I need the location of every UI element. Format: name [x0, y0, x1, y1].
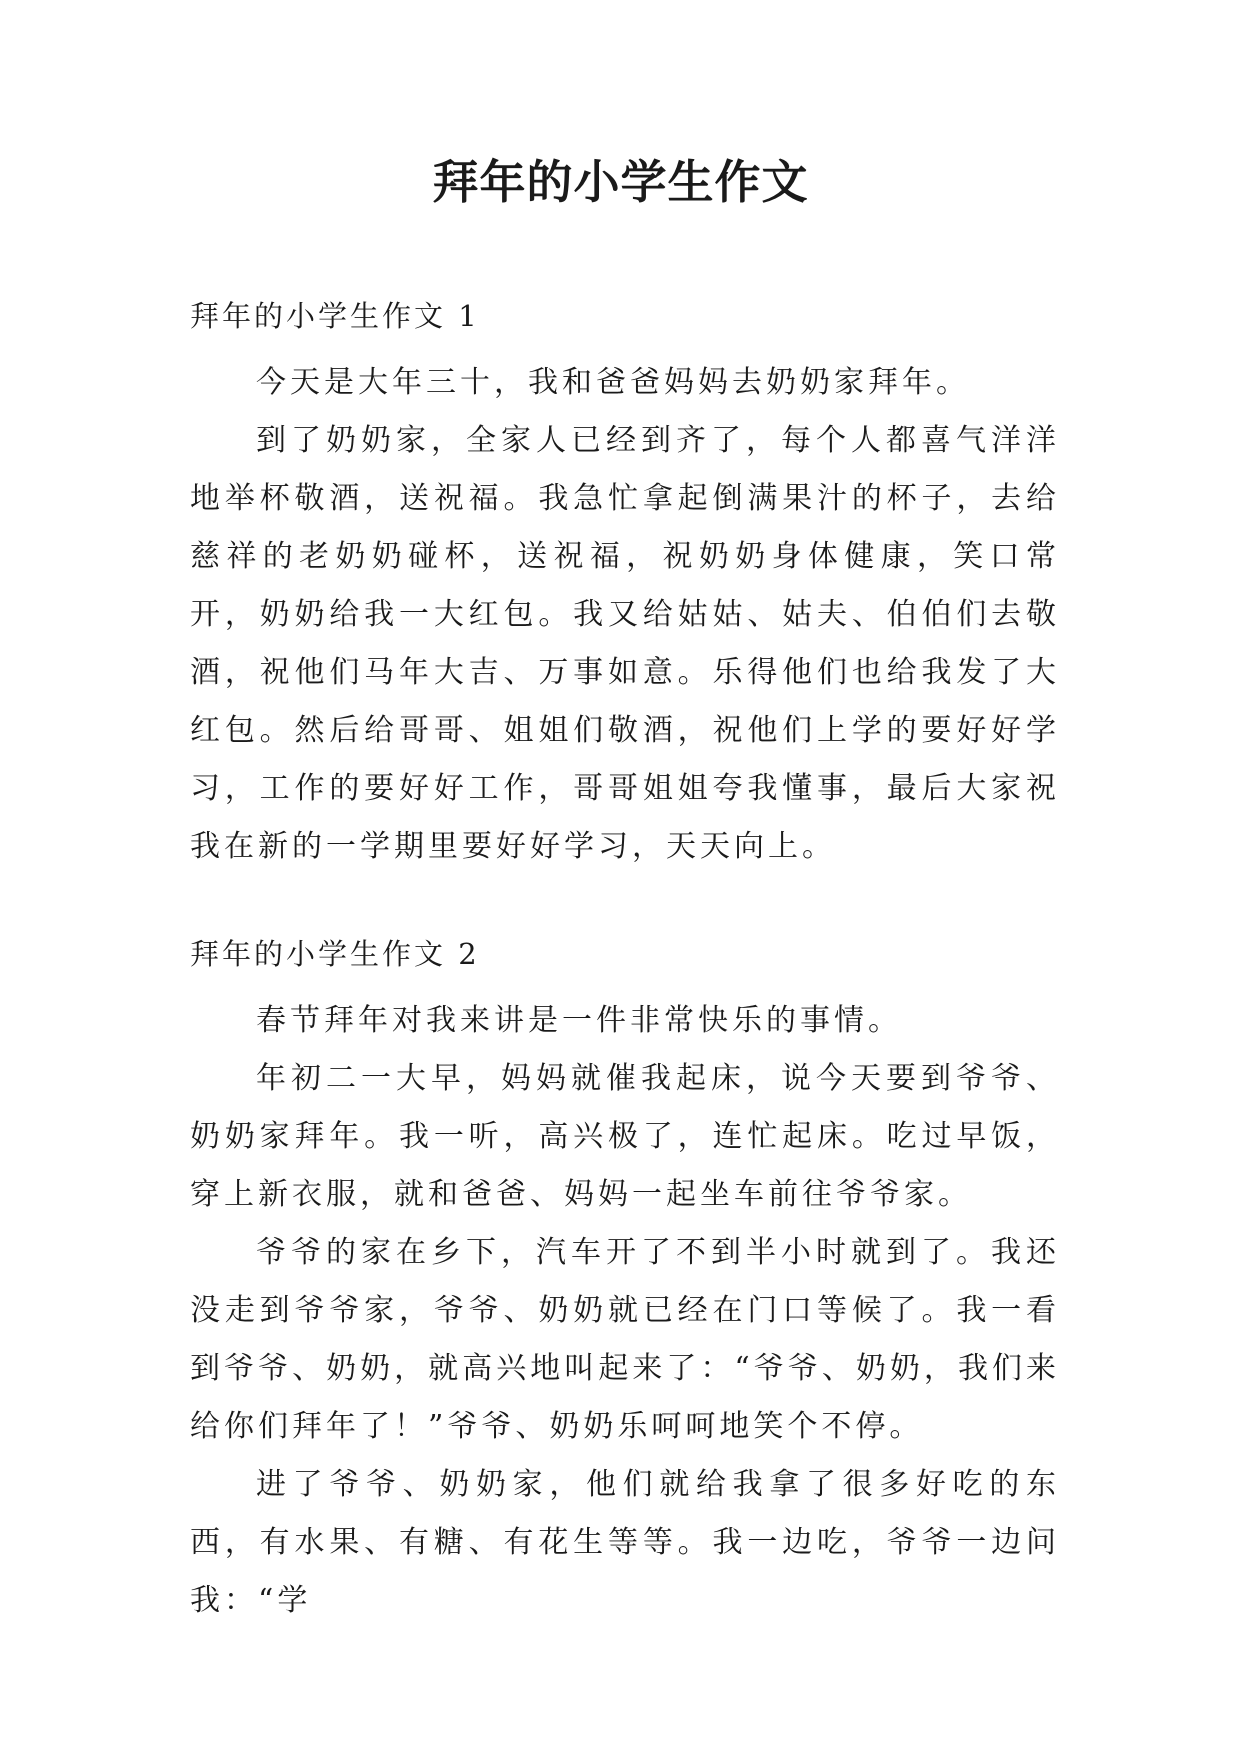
paragraph: 进了爷爷、奶奶家，他们就给我拿了很多好吃的东西，有水果、有糖、有花生等等。我一边吃，爷爷一边问我：“学 [190, 1467, 1060, 1618]
document-title: 拜年的小学生作文 [432, 155, 809, 209]
paragraph: 年初二一大早，妈妈就催我起床，说今天要到爷爷、奶奶家拜年。我一听，高兴极了，连忙起床。吃过早饭，穿上新衣服，就和爸爸、妈妈一起坐车前往爷爷家。 [190, 1061, 1060, 1212]
essay-section-2 [190, 934, 1060, 1630]
paragraph: 爷爷的家在乡下，汽车开了不到半小时就到了。我还没走到爷爷家，爷爷、奶奶就已经在门口等候了。我一看到爷爷、奶奶，就高兴地叫起来了：“爷爷、奶奶，我们来给你们拜年了！”爷爷、奶奶乐呵呵地笑个不停。 [190, 1235, 1060, 1444]
essay-section-1 [190, 296, 1060, 876]
paragraph: 到了奶奶家，全家人已经到齐了，每个人都喜气洋洋地举杯敬酒，送祝福。我急忙拿起倒满果汁的杯子，去给慈祥的老奶奶碰杯，送祝福，祝奶奶身体健康，笑口常开，奶奶给我一大红包。我又给姑姑、姑夫、伯伯们去敬酒，祝他们马年大吉、万事如意。乐得他们也给我发了大红包。然后给哥哥、姐姐们敬酒，祝他们上学的要好好学习，工作的要好好工作，哥哥姐姐夸我懂事，最后大家祝我在新的一学期里要好好学习，天天向上。 [190, 423, 1060, 864]
section-heading: 拜年的小学生作文 2 [190, 937, 480, 971]
section-heading: 拜年的小学生作文 1 [190, 299, 480, 333]
paragraph: 今天是大年三十，我和爸爸妈妈去奶奶家拜年。 [256, 365, 970, 400]
paragraph: 春节拜年对我来讲是一件非常快乐的事情。 [256, 1003, 902, 1038]
